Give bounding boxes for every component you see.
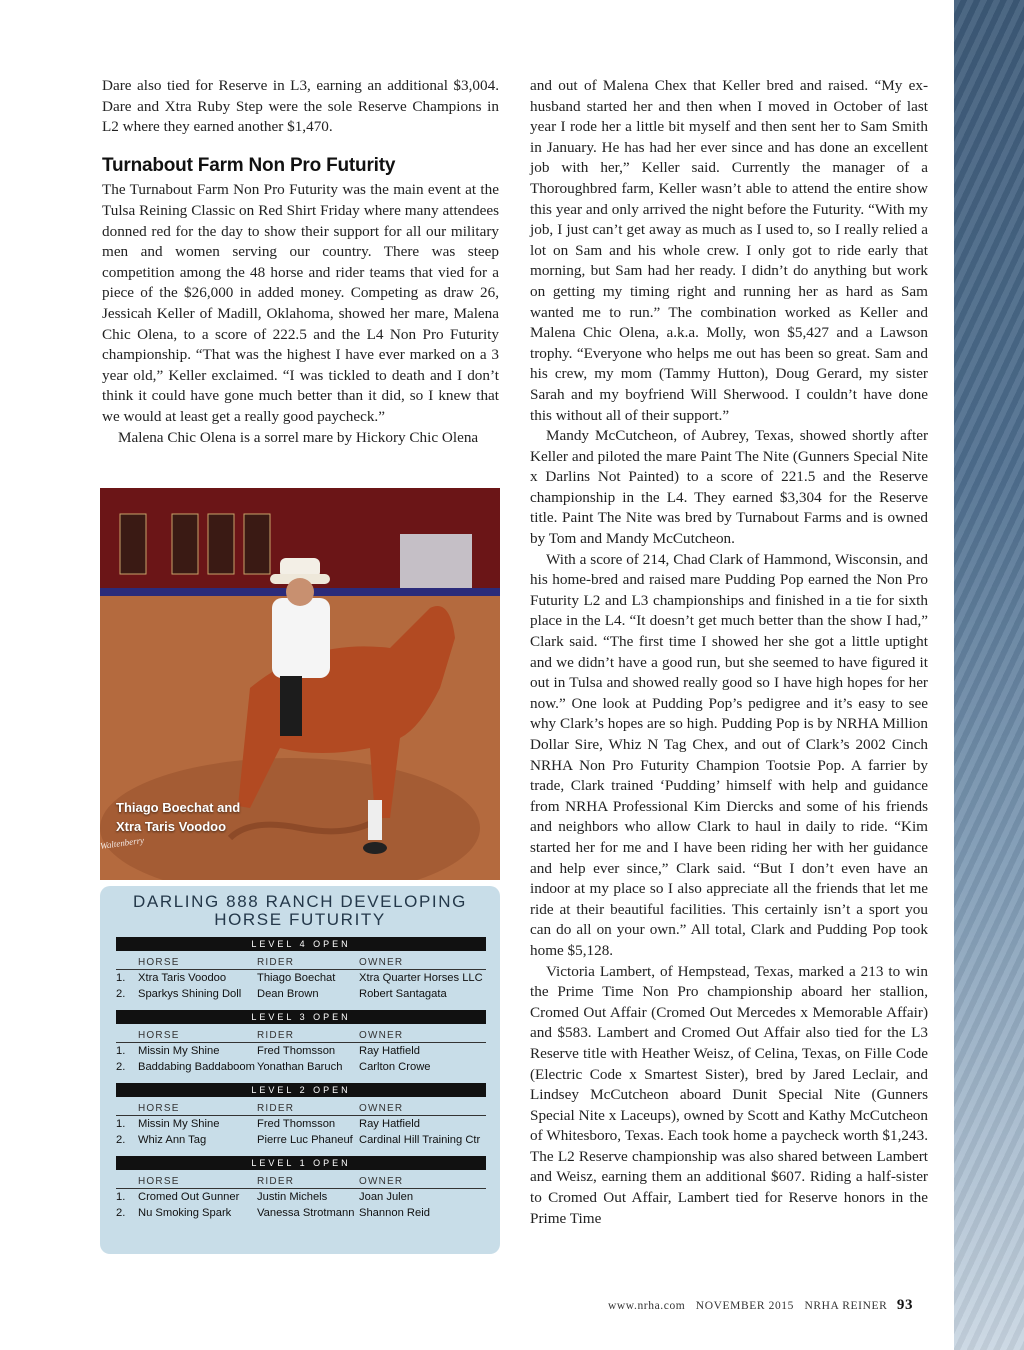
owner: Ray Hatfield (359, 1045, 420, 1057)
results-title (100, 893, 500, 929)
photo-caption (116, 798, 240, 836)
footer-magazine: NRHA REINER (804, 1300, 888, 1312)
rider: Yonathan Baruch (257, 1061, 343, 1073)
table-row (116, 1116, 486, 1132)
level-section (116, 1083, 486, 1148)
left-column (102, 76, 499, 448)
rider: Fred Thomsson (257, 1045, 336, 1057)
page-edge-texture (954, 0, 1024, 1350)
rider-photo (100, 488, 500, 880)
place: 1. (116, 972, 126, 984)
footer-url[interactable]: www.nrha.com (608, 1300, 686, 1312)
owner: Ray Hatfield (359, 1118, 420, 1130)
column-headers (116, 954, 486, 970)
table-row (116, 986, 486, 1002)
horse-header: HORSE (138, 1176, 180, 1187)
level-label: LEVEL 3 OPEN (116, 1010, 486, 1024)
level-label: LEVEL 2 OPEN (116, 1083, 486, 1097)
owner-header: OWNER (359, 957, 404, 968)
level-section (116, 1010, 486, 1075)
body-paragraph: Victoria Lambert, of Hempstead, Texas, marked a 213 to win the Prime Time Non Pro championship aboard her stallion, Cromed Out Affair (Cromed Out Mercedes x Memorable Affair) and $583. Lambert and Cromed Out Affair also tied for the L3 Reserve title with Heather Weisz, of Celina, Texas, on Fille Code (Electric Code x Smartest Sister), bred by Jared Leclair, and Lindsey McCutcheon aboard Dunit Special Nite (Gunners Special Nite x Laceups), owned by Scott and Kathy McCutcheon of Whitesboro, Texas. Each took home a paycheck worth $1,243. The L2 Reserve championship was also shared between Lambert and Weisz, earning them an additional $607. Riding a half-sister to Cromed Out Affair, Lambert tied for Reserve honors in the Prime Time (530, 962, 928, 1227)
place: 2. (116, 1134, 126, 1146)
place: 1. (116, 1118, 126, 1130)
rider: Dean Brown (257, 988, 319, 1000)
table-row (116, 1043, 486, 1059)
level-section (116, 937, 486, 1002)
horse-header: HORSE (138, 957, 180, 968)
level-section (116, 1156, 486, 1221)
level-label: LEVEL 4 OPEN (116, 937, 486, 951)
horse: Nu Smoking Spark (138, 1207, 232, 1219)
page-number: 93 (896, 1297, 914, 1313)
table-row (116, 1132, 486, 1148)
column-headers (116, 1100, 486, 1116)
table-row (116, 970, 486, 986)
place: 2. (116, 1061, 126, 1073)
owner-header: OWNER (359, 1030, 404, 1041)
table-row (116, 1189, 486, 1205)
owner: Shannon Reid (359, 1207, 430, 1219)
horse: Missin My Shine (138, 1118, 220, 1130)
owner-header: OWNER (359, 1103, 404, 1114)
rider: Fred Thomsson (257, 1118, 336, 1130)
column-headers (116, 1027, 486, 1043)
place: 1. (116, 1191, 126, 1203)
body-paragraph: With a score of 214, Chad Clark of Hammond, Wisconsin, and his home-bred and raised mare Pudding Pop earned the Non Pro Futurity L2 and L3 championships and finished in a tie for sixth place in the L4. “It doesn’t get much better than the show I had,” Clark said. “The first time I showed her she got a little uptight and we didn’t have a good run, but she seemed to have figured it out in Tulsa and showed really good so I have high hopes for her now.” One look at Pudding Pop’s pedigree and it’s easy to see why Clark’s hopes are so high. Pudding Pop is by NRHA Million Dollar Sire, Whiz N Tag Chex, and out of Clark’s 2002 Cinch NRHA Non Pro Futurity Champion Tootsie Pop. A farrier by trade, Clark trained ‘Pudding’ himself with help and guidance from NRHA Professional Kim Diercks and some of his friends and neighbors who allow Clark to haul in daily to ride. “Kim started her for me and I have been riding her with her guidance and help ever since,” Clark said. “But I don’t even have an indoor at my place so I also appreciate all the friends that let me ride at their beautiful facilities. This certainly isn’t a sport you can do all on your own.” All total, Clark and Pudding Pop took home $5,128. (530, 550, 928, 959)
owner: Robert Santagata (359, 988, 447, 1000)
owner: Xtra Quarter Horses LLC (359, 972, 483, 984)
owner: Carlton Crowe (359, 1061, 431, 1073)
rider-header: RIDER (257, 1030, 295, 1041)
table-row (116, 1205, 486, 1221)
place: 1. (116, 1045, 126, 1057)
horse: Xtra Taris Voodoo (138, 972, 227, 984)
caption-line: Thiago Boechat and (116, 800, 241, 815)
rider-header: RIDER (257, 957, 295, 968)
owner: Cardinal Hill Training Ctr (359, 1134, 481, 1146)
column-headers (116, 1173, 486, 1189)
results-table (100, 886, 500, 1254)
place: 2. (116, 1207, 126, 1219)
owner: Joan Julen (359, 1191, 414, 1203)
owner-header: OWNER (359, 1176, 404, 1187)
horse: Whiz Ann Tag (138, 1134, 207, 1146)
place: 2. (116, 988, 126, 1000)
rider: Pierre Luc Phaneuf (257, 1134, 353, 1146)
horse-header: HORSE (138, 1030, 180, 1041)
horse: Sparkys Shining Doll (138, 988, 242, 1000)
body-paragraph: The Turnabout Farm Non Pro Futurity was the main event at the Tulsa Reining Classic on Red Shirt Friday where many attendees donned red for the day to show their support for all our military men and women serving our country. There was steep competition among the 48 horse and rider teams that vied for a piece of the $26,000 in added money. Competing as draw 26, Jessicah Keller of Madill, Oklahoma, showed her mare, Malena Chic Olena, to a score of 222.5 and the L4 Non Pro Futurity championship. “That was the highest I have ever marked on a 3 year old,” Keller exclaimed. “I was tickled to death and I don’t think it could have gone much better than it did, so I knew that we would at least get a really good paycheck.” (102, 181, 499, 425)
photographer-signature: Waltenberry (100, 834, 145, 852)
right-column (530, 76, 928, 1229)
section-heading: Turnabout Farm Non Pro Futurity (102, 154, 396, 176)
horse-header: HORSE (138, 1103, 180, 1114)
rider-header: RIDER (257, 1103, 295, 1114)
intro-paragraph: Dare also tied for Reserve in L3, earning an additional $3,004. Dare and Xtra Ruby Step were the sole Reserve Champions in L2 where they earned another $1,470. (102, 77, 499, 136)
results-title-line: HORSE FUTURITY (214, 910, 386, 929)
rider: Vanessa Strotmann (257, 1207, 355, 1219)
body-paragraph: Malena Chic Olena is a sorrel mare by Hickory Chic Olena (118, 428, 479, 446)
results-title-line: DARLING 888 RANCH DEVELOPING (133, 892, 467, 911)
rider: Justin Michels (257, 1191, 328, 1203)
horse: Missin My Shine (138, 1045, 220, 1057)
horse: Cromed Out Gunner (138, 1191, 240, 1203)
page-footer (608, 1297, 913, 1314)
caption-line: Xtra Taris Voodoo (116, 819, 227, 834)
level-label: LEVEL 1 OPEN (116, 1156, 486, 1170)
footer-issue: NOVEMBER 2015 (695, 1300, 795, 1312)
horse: Baddabing Baddaboom (138, 1061, 255, 1073)
rider: Thiago Boechat (257, 972, 336, 984)
body-paragraph: and out of Malena Chex that Keller bred and raised. “My ex-husband started her and then when I moved in October of last year I rode her a little bit myself and then sent her to Sam Smith in January. He has had her ever since and has done an excellent job with her,” Keller said. Currently the manager of a Thoroughbred farm, Keller wasn’t able to attend the entire show this year and only arrived the night before the Futurity. “With my job, I just can’t get away as much as I used to, so I really relied a lot on Sam and his whole crew. I only got to ride early that morning, but Sam had her ready. I didn’t do anything but work on getting my timing right and running her as hard as Sam wanted me to run.” The combination worked as Keller and Malena Chic Olena, a.k.a. Molly, won $5,427 and a Lawson trophy. “Everyone who helps me out has been so great. Sam and his crew, my mom (Tammy Hutton), Doug Gerard, my sister Sarah and my boyfriend Will Sherwood. I couldn’t have done this without all of their support.” (530, 77, 928, 424)
body-paragraph: Mandy McCutcheon, of Aubrey, Texas, showed shortly after Keller and piloted the mare Paint The Nite (Gunners Special Nite x Darlins Not Painted) to a score of 221.5 and the Reserve championship in the L4. They earned $3,304 for the Reserve title. Paint The Nite was bred by Turnabout Farms and is owned by Tom and Mandy McCutcheon. (530, 427, 928, 548)
rider-header: RIDER (257, 1176, 295, 1187)
table-row (116, 1059, 486, 1075)
